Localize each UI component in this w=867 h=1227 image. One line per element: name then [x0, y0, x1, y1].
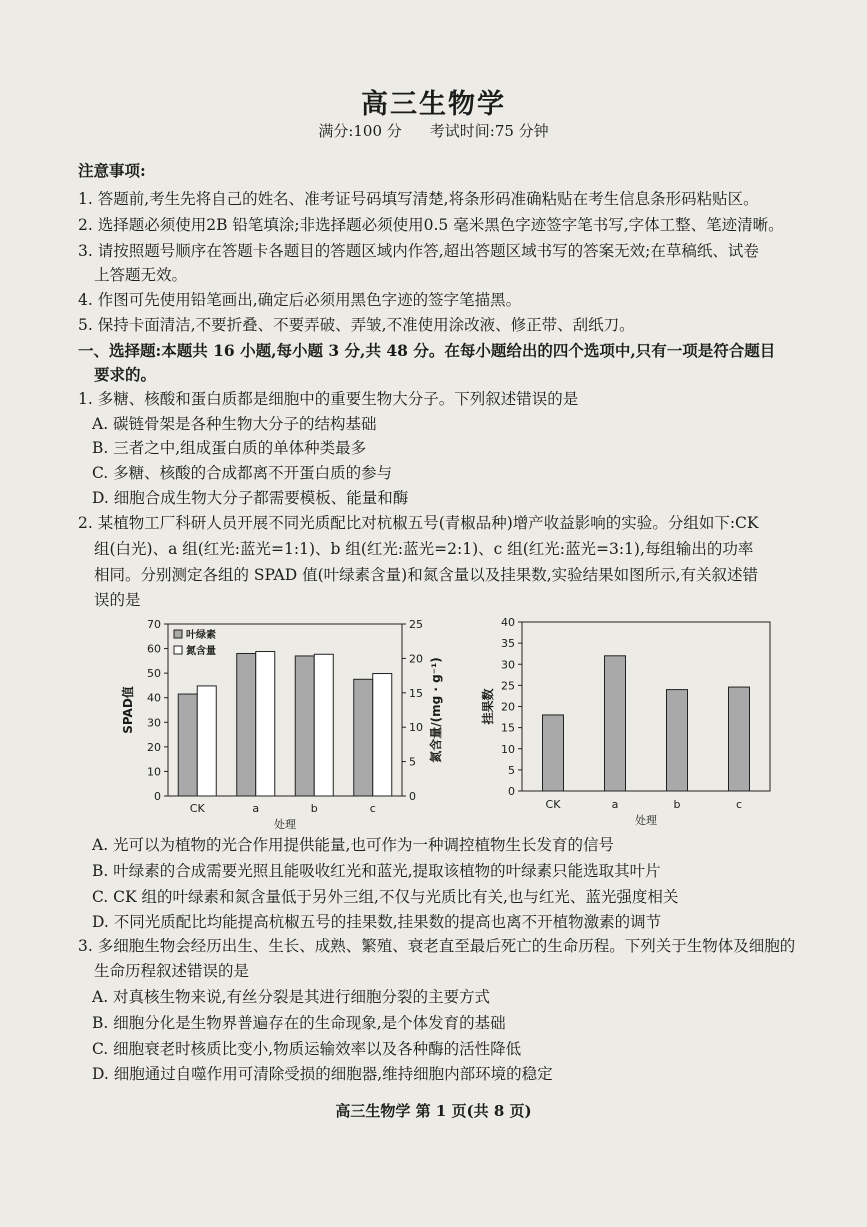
- question-2-option-c: C. CK 组的叶绿素和氮含量低于另外三组,不仅与光质比有关,也与红光、蓝光强度相关: [92, 888, 679, 906]
- section-heading: 一、选择题:本题共 16 小题,每小题 3 分,共 48 分。在每小题给出的四个选项中,只有一项是符合题目: [78, 341, 776, 360]
- y2-tick-label: 0: [409, 790, 416, 803]
- bar-nitrogen: [256, 652, 275, 796]
- bar-fruit-count: [605, 656, 626, 791]
- y-tick-label: 70: [147, 618, 161, 631]
- y2-tick-label: 10: [409, 721, 423, 735]
- question-3-option-c: C. 细胞衰老时核质比变小,物质运输效率以及各种酶的活性降低: [92, 1040, 522, 1058]
- y-axis-label: SPAD值: [121, 686, 135, 734]
- x-tick-label: a: [611, 798, 619, 811]
- bar-fruit-count: [729, 687, 750, 791]
- question-1-stem: 1. 多糖、核酸和蛋白质都是细胞中的重要生物大分子。下列叙述错误的是: [78, 390, 579, 408]
- bar-nitrogen: [314, 654, 333, 796]
- question-1-option-b: B. 三者之中,组成蛋白质的单体种类最多: [92, 439, 367, 457]
- exam-subtitle: [0, 120, 867, 141]
- x-tick-label: c: [369, 802, 376, 815]
- bar-chlorophyll: [354, 679, 373, 796]
- bar-fruit-count: [667, 690, 688, 791]
- note-item: 上答题无效。: [94, 266, 188, 284]
- y-tick-label: 0: [154, 790, 161, 803]
- legend-swatch: [174, 646, 182, 654]
- section-heading-cont: 要求的。: [94, 365, 157, 384]
- x-axis-label: 处理: [635, 814, 657, 827]
- legend-label: 叶绿素: [186, 630, 216, 641]
- bar-fruit-count: [543, 715, 564, 791]
- question-3-stem: 3. 多细胞生物会经历出生、生长、成熟、繁殖、衰老直至最后死亡的生命历程。下列关于生物体及细胞的: [78, 937, 796, 955]
- y-tick-label: 30: [501, 658, 515, 672]
- exam-time: 考试时间:75 分钟: [429, 122, 549, 140]
- x-tick-label: b: [310, 802, 318, 815]
- question-1-option-c: C. 多糖、核酸的合成都离不开蛋白质的参与: [92, 464, 393, 482]
- notes-heading: 注意事项:: [78, 161, 146, 180]
- fruit-count-bar-chart: [480, 612, 780, 832]
- x-tick-label: CK: [545, 798, 561, 811]
- note-item: 5. 保持卡面清洁,不要折叠、不要弄破、弄皱,不准使用涂改液、修正带、刮纸刀。: [78, 316, 635, 334]
- full-score: 满分:100 分: [318, 122, 402, 140]
- note-item: 3. 请按照题号顺序在答题卡各题目的答题区域内作答,超出答题区域书写的答案无效;在草稿纸、试卷: [78, 242, 759, 260]
- x-axis-label: 处理: [274, 818, 296, 831]
- question-2-option-a: A. 光可以为植物的光合作用提供能量,也可作为一种调控植物生长发育的信号: [92, 836, 614, 854]
- y-tick-label: 60: [147, 642, 161, 656]
- question-1-option-a: A. 碳链骨架是各种生物大分子的结构基础: [92, 415, 377, 433]
- bar-nitrogen: [197, 686, 216, 796]
- bar-chlorophyll: [295, 656, 314, 796]
- x-tick-label: c: [735, 798, 743, 811]
- question-2-stem: 误的是: [94, 591, 141, 609]
- spad-nitrogen-bar-chart: [110, 612, 450, 832]
- y-tick-label: 10: [147, 765, 161, 779]
- y-tick-label: 35: [501, 637, 515, 651]
- x-tick-label: a: [252, 802, 260, 815]
- y2-axis-label: 氮含量/(mg · g⁻¹): [429, 657, 443, 763]
- bar-chlorophyll: [178, 694, 197, 796]
- y2-tick-label: 25: [409, 618, 423, 631]
- y2-tick-label: 15: [409, 686, 423, 700]
- note-item: 2. 选择题必须使用2B 铅笔填涂;非选择题必须使用0.5 毫米黑色字迹签字笔书写,字体工整、笔迹清晰。: [78, 216, 784, 234]
- y-tick-label: 50: [147, 667, 161, 681]
- y-tick-label: 20: [147, 740, 161, 754]
- question-3-option-b: B. 细胞分化是生物界普遍存在的生命现象,是个体发育的基础: [92, 1014, 506, 1032]
- y2-tick-label: 5: [409, 755, 416, 769]
- y-tick-label: 0: [508, 785, 515, 798]
- question-3-option-d: D. 细胞通过自噬作用可清除受损的细胞器,维持细胞内部环境的稳定: [92, 1065, 553, 1083]
- page-footer: 高三生物学 第 1 页(共 8 页): [335, 1102, 532, 1120]
- question-2-stem: 相同。分别测定各组的 SPAD 值(叶绿素含量)和氮含量以及挂果数,实验结果如图所示,有关叙述错: [94, 566, 759, 584]
- y-tick-label: 10: [501, 742, 515, 756]
- y-tick-label: 40: [147, 691, 161, 705]
- legend-label: 氮含量: [186, 646, 216, 657]
- question-2-option-d: D. 不同光质配比均能提高杭椒五号的挂果数,挂果数的提高也离不开植物激素的调节: [92, 913, 662, 931]
- note-item: 1. 答题前,考生先将自己的姓名、准考证号码填写清楚,将条形码准确粘贴在考生信息条形码粘贴区。: [78, 190, 759, 208]
- y-axis-label: 挂果数: [481, 688, 495, 725]
- question-3-stem: 生命历程叙述错误的是: [94, 962, 250, 980]
- y-tick-label: 40: [501, 616, 515, 629]
- x-tick-label: b: [673, 798, 681, 811]
- legend-swatch: [174, 630, 182, 638]
- question-2-stem: 2. 某植物工厂科研人员开展不同光质配比对杭椒五号(青椒品种)增产收益影响的实验。分组如下:CK: [78, 514, 759, 532]
- y-tick-label: 15: [501, 721, 515, 735]
- question-2-option-b: B. 叶绿素的合成需要光照且能吸收红光和蓝光,提取该植物的叶绿素只能选取其叶片: [92, 862, 661, 880]
- y-tick-label: 30: [147, 716, 161, 730]
- question-1-option-d: D. 细胞合成生物大分子都需要模板、能量和酶: [92, 489, 409, 507]
- exam-title: 高三生物学: [361, 89, 506, 120]
- question-3-option-a: A. 对真核生物来说,有丝分裂是其进行细胞分裂的主要方式: [92, 988, 490, 1006]
- y-tick-label: 25: [501, 679, 515, 693]
- y2-tick-label: 20: [409, 652, 423, 666]
- y-tick-label: 5: [508, 763, 515, 777]
- note-item: 4. 作图可先使用铅笔画出,确定后必须用黑色字迹的签字笔描黑。: [78, 291, 522, 309]
- bar-nitrogen: [373, 674, 392, 796]
- bar-chlorophyll: [237, 653, 256, 796]
- x-tick-label: CK: [189, 802, 205, 815]
- y-tick-label: 20: [501, 700, 515, 714]
- question-2-stem: 组(白光)、a 组(红光:蓝光=1:1)、b 组(红光:蓝光=2:1)、c 组(红光:蓝光=3:1),每组输出的功率: [94, 540, 754, 558]
